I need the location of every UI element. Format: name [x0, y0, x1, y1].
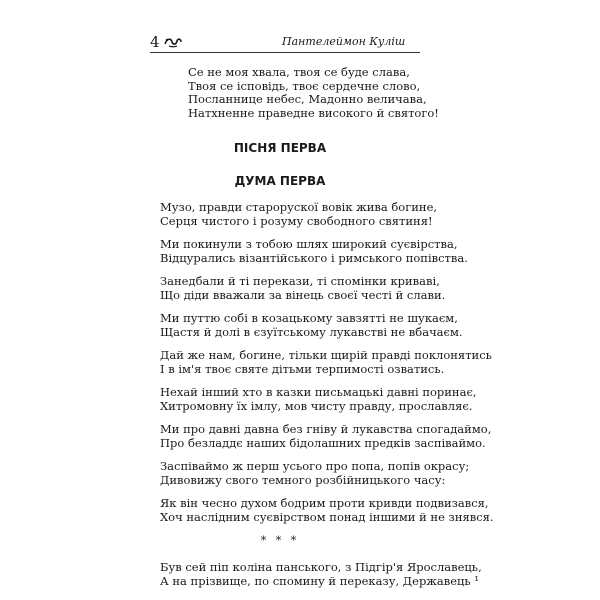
verse-line: Нехай інший хто в казки письмацькі давні поринає,: [160, 385, 477, 399]
duma-heading: ДУМА ПЕРВА: [234, 174, 326, 188]
ornament-flourish-icon: [163, 35, 183, 49]
verse-line: Ми путтю собі в козацькому завзятті не шукаєм,: [160, 311, 458, 325]
verse-line: Як він чесно духом бодрим проти кривди подвизався,: [160, 496, 489, 510]
verse-line: Щастя й долі в єзуїтському лукавстві не вбачаєм.: [160, 324, 463, 339]
song-heading: ПІСНЯ ПЕРВА: [233, 141, 327, 155]
page-number: 4: [150, 33, 160, 51]
running-header: [150, 33, 450, 53]
epigraph-line: Натхненне праведне високого й святого!: [188, 105, 439, 120]
stanza: [160, 496, 494, 524]
stanza: [160, 275, 460, 302]
body-text: [160, 65, 494, 598]
stanza: [160, 237, 468, 265]
verse-line: Занедбали й ті перекази, ті спомінки криваві,: [160, 274, 440, 288]
stanza: [160, 311, 463, 339]
verse-line: Дивовижу свого темного розбійницького часу:: [160, 472, 446, 487]
epigraph-line: Се не моя хвала, твоя се буде слава,: [188, 65, 410, 79]
verse-line: Ми про давні давна без гніву й лукавства спогадаймо,: [160, 422, 492, 436]
stanza: [160, 560, 482, 588]
verse-line: Серця чистого і розуму свободного святиня!: [160, 213, 433, 228]
epigraph-line: Твоя се ісповідь, твоє сердечне слово,: [188, 78, 421, 93]
verse-line: Був сей піп коліна панського, з Підгір'я Ярославець,: [160, 560, 482, 574]
verse-line: Про безладдє наших бідолашних предків заспіваймо.: [160, 435, 486, 450]
stanza: [160, 422, 492, 450]
verse-line: Ми покинули з тобою шлях широкий суєвірства,: [160, 237, 458, 251]
stanza: [160, 348, 492, 376]
verse-line: Відцурались візантійського і римського попівства.: [160, 250, 468, 265]
stanza: [160, 201, 460, 228]
verse-line: Що діди вважали за вінець своєї честі й слави.: [160, 287, 446, 302]
epigraph-line: Посланнице небес, Мадонно величава,: [188, 92, 427, 106]
epigraph: [188, 66, 460, 120]
verse-line: Хитромовну їх імлу, мов чисту правду, прославляє.: [160, 398, 473, 413]
header-rule: [150, 52, 420, 53]
stanza: [160, 459, 470, 487]
stanza-separator: * * *: [260, 534, 300, 547]
verse-line: А на прізвище, по спомину й переказу, Державець ¹: [160, 573, 479, 588]
verse-line: Хоч наслідним суєвірством понад іншими й не знявся.: [160, 509, 494, 524]
verse-line: І в ім'я твоє святе дітьми терпимості озватись.: [160, 361, 445, 376]
running-title: Пантелеймон Куліш: [282, 35, 406, 48]
verse-line: Дай же нам, богине, тільки щирій правді поклонятись: [160, 348, 492, 362]
verse-line: Заспіваймо ж перш усього про попа, попів окрасу;: [160, 459, 470, 473]
verse-line: Музо, правди старорускої вовік жива богине,: [160, 200, 438, 214]
stanza: [160, 385, 477, 413]
